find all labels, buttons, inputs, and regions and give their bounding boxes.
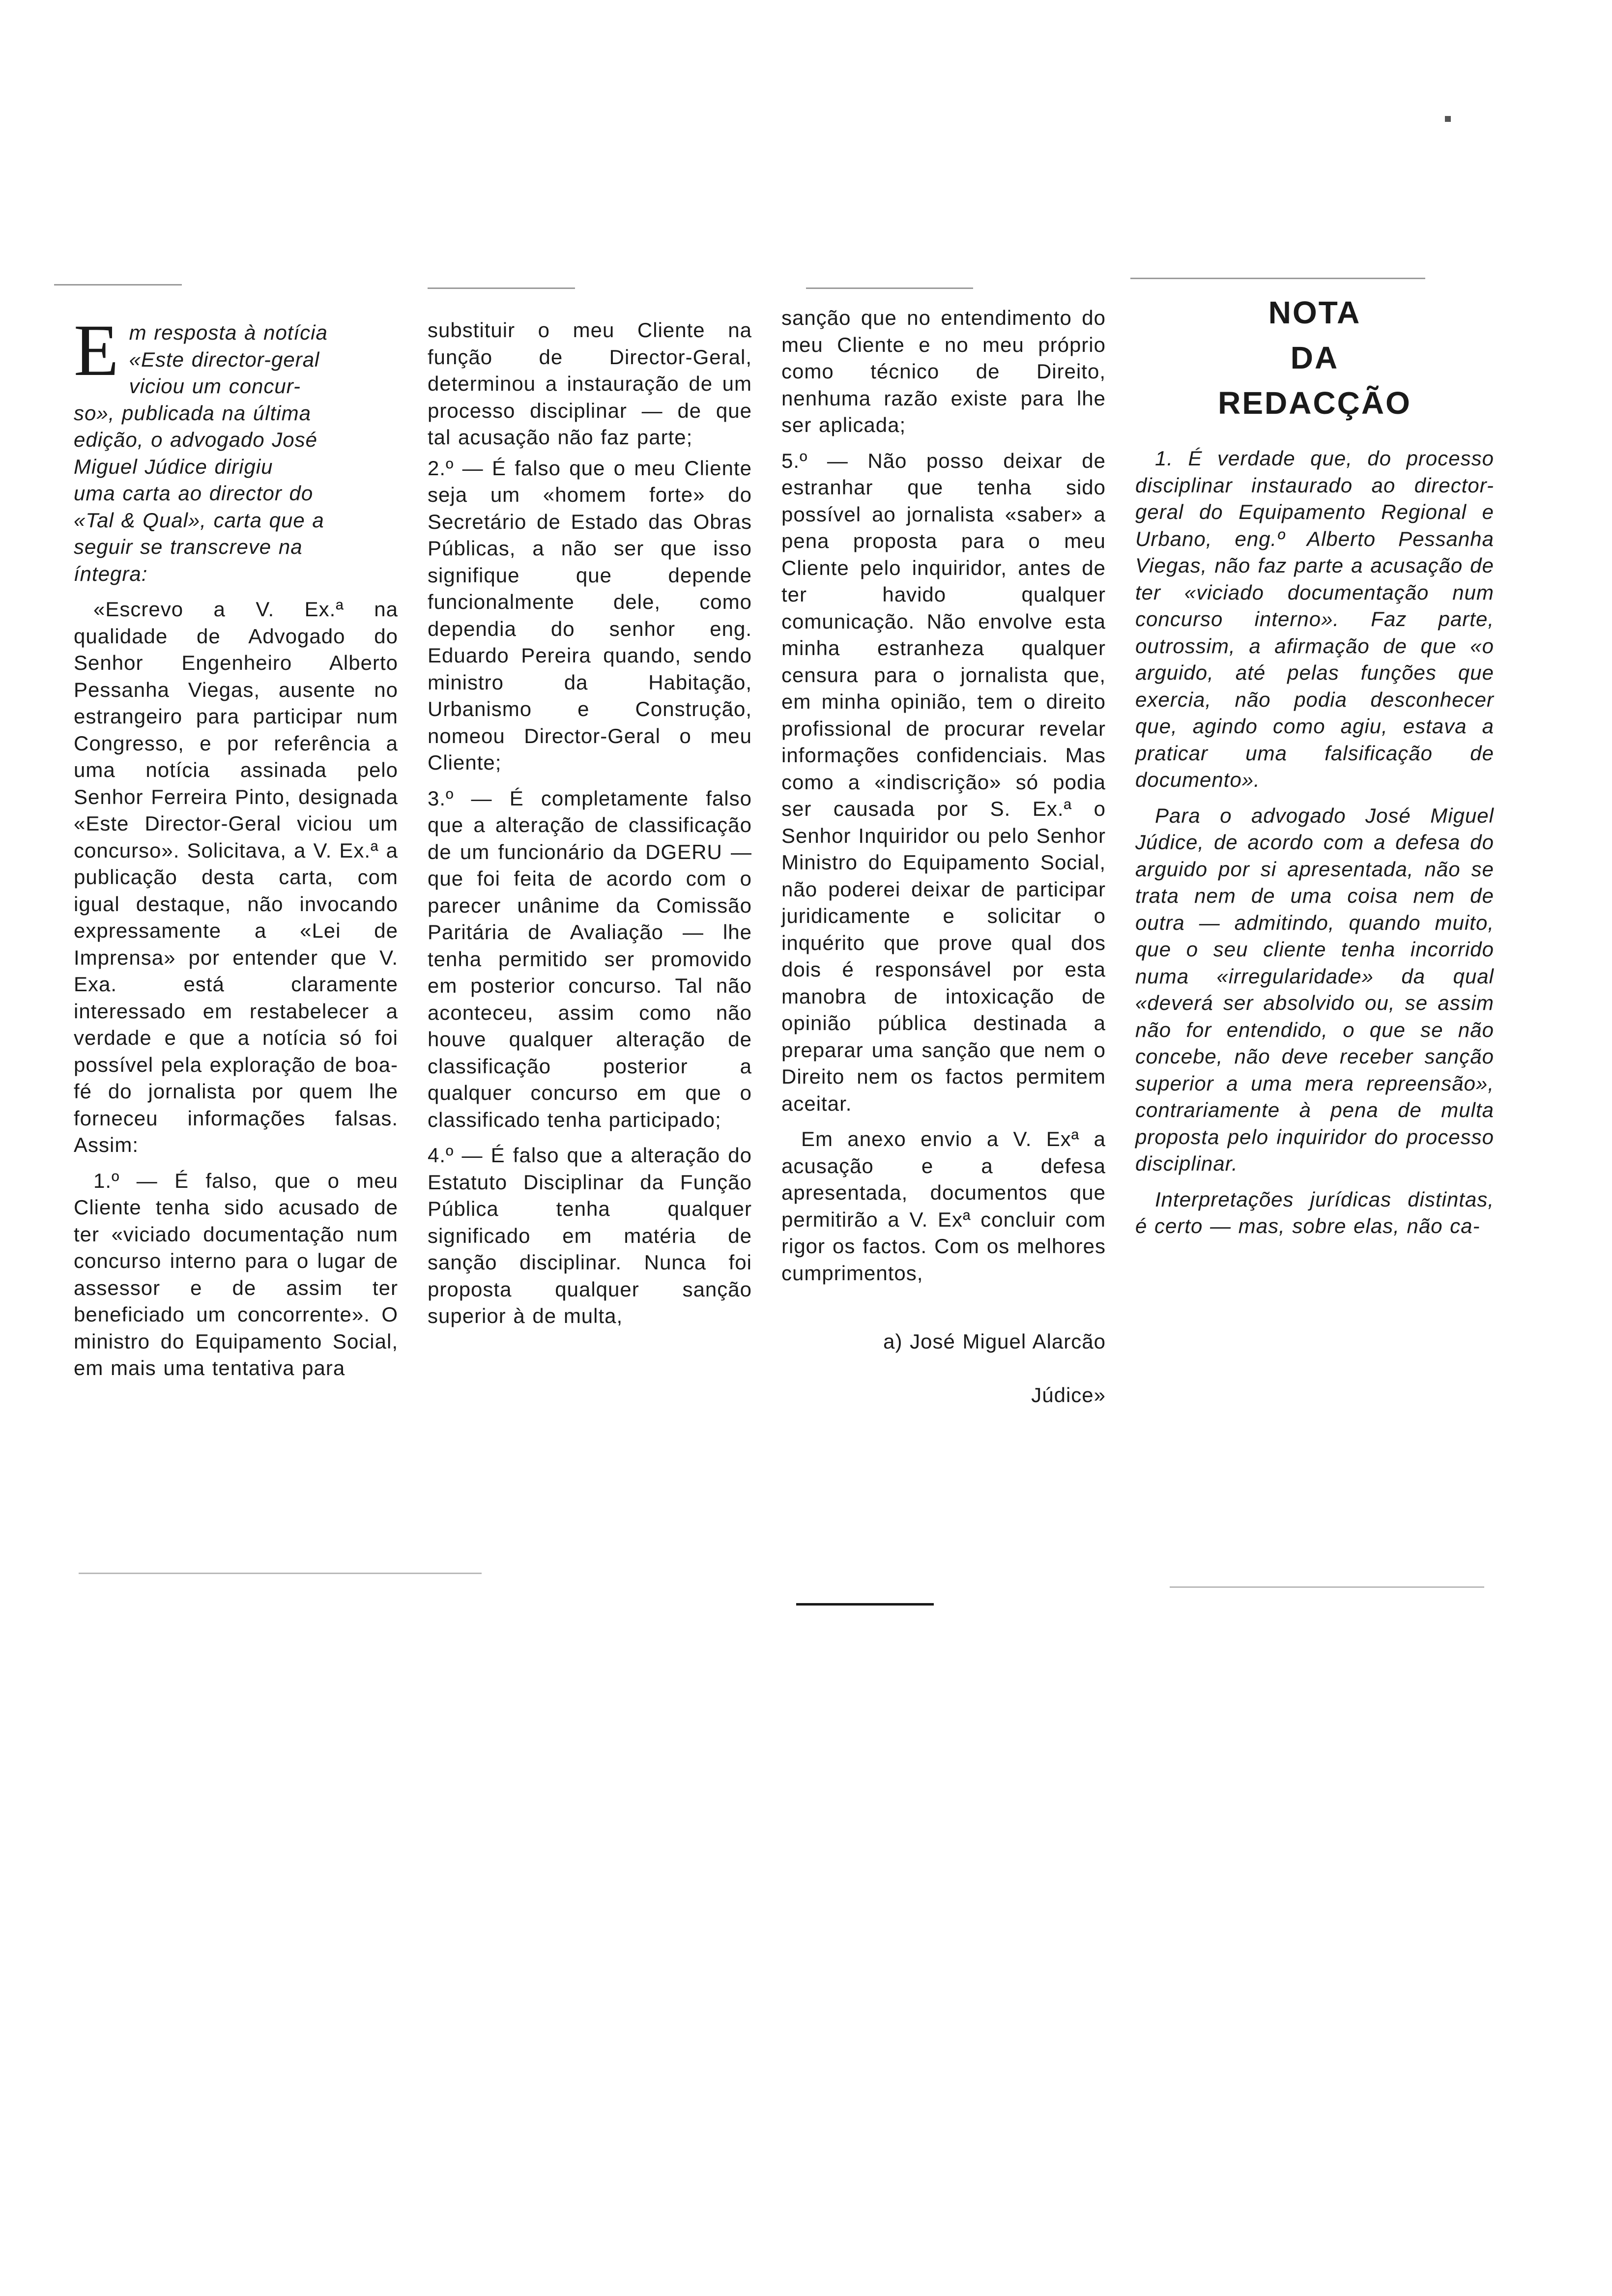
scan-speck (54, 284, 182, 286)
title-line: NOTA (1268, 295, 1361, 330)
article-column-1 (74, 310, 398, 1391)
title-line: DA (1290, 340, 1339, 375)
article-column-2 (428, 317, 752, 1339)
signature-surname: Júdice» (1031, 1383, 1106, 1406)
scan-speck (1445, 116, 1451, 122)
intro-text: m resposta à notícia «Este director-geral viciou um concur- so», publicada na última edição, o advogado José Miguel Júdice dirigiu uma carta ao director do «Tal & Qual», carta que a seguir se transcreve na íntegra: (74, 321, 328, 585)
scan-speck (1130, 278, 1425, 279)
letter-paragraph: sanção que no entendimento do meu Cliente e no meu próprio como técnico de Direito, nenhuma razão existe para lhe ser aplicada; (781, 306, 1106, 436)
column-rule (796, 1603, 934, 1606)
newspaper-clipping (74, 290, 1509, 1602)
letter-paragraph: 3.º — É completamente falso que a alteração de classificação de um funcionário da DGERU — que foi feita de acordo com o parecer unânime da Comissão Paritária de Avaliação — lhe tenha permitido ser promovido em posterior concurso. Tal não aconteceu, assim como não houve qualquer alteração de classificação posterior a qualquer concurso em que o classificado tenha participado; (428, 786, 752, 1131)
title-line: REDACÇÃO (1218, 385, 1411, 421)
letter-paragraph: 1.º — É falso, que o meu Cliente tenha sido acusado de ter «viciado documentação num concurso interno para o lugar de assessor e de assim ter beneficiado um concorrente». O ministro do Equipamento Social, em mais uma tentativa para (74, 1169, 398, 1379)
letter-paragraph: substituir o meu Cliente na função de Director-Geral, determinou a instauração de um processo disciplinar — de que tal acusação não faz parte; (428, 318, 752, 449)
scan-speck (806, 287, 973, 289)
note-paragraph: 1. É verdade que, do processo disciplinar instaurado ao director-geral do Equipamento Regional e Urbano, eng.º Alberto Pessanha Viegas, não faz parte a acusação de ter «viciado documentação num concurso interno». Faz parte, outrossim, a afirmação de que «o arguido, até pelas funções que exercia, não podia desconhecer que, agindo como agiu, estava a praticar uma falsificação de documento». (1135, 447, 1494, 791)
signature (781, 1301, 1106, 1408)
intro-paragraph (74, 310, 398, 587)
signature-name: a) José Miguel Alarcão (883, 1329, 1106, 1353)
note-paragraph: Para o advogado José Miguel Júdice, de acordo com a defesa do arguido por si apresentada, não se trata nem de uma coisa nem de outra — admitindo, quando muito, que o seu cliente tenha incorrido numa «irregularidade» da qual «deverá ser absolvido ou, se assim não for entendido, o que se não concebe, não deve receber sanção superior a uma mera repreensão», contrariamente à pena de multa proposta pelo inquiridor do processo disciplinar. (1135, 804, 1494, 1175)
article-column-3 (781, 305, 1106, 1417)
scan-speck (428, 287, 575, 289)
letter-paragraph: 2.º — É falso que o meu Cliente seja um «homem forte» do Secretário de Estado das Obras Públicas, a não ser que isso signifique que depende funcionalmente dele, como dependia do senhor eng. Eduardo Pereira quando, sendo ministro da Habitação, Urbanismo e Construção, nomeou Director-Geral o meu Cliente; (428, 456, 752, 774)
letter-paragraph: 4.º — É falso que a alteração do Estatuto Disciplinar da Função Pública tenha qualquer significado em matéria de sanção disciplinar. Nunca foi proposta qualquer sanção superior à de multa, (428, 1144, 752, 1327)
editorial-note-title (1135, 290, 1494, 426)
letter-paragraph: «Escrevo a V. Ex.ª na qualidade de Advogado do Senhor Engenheiro Alberto Pessanha Viegas, ausente no estrangeiro para participar num Congresso, e por referência a uma notícia assinada pelo Senhor Ferreira Pinto, designada «Este Director-Geral viciou um concurso». Solicitava, a V. Ex.ª a publicação desta carta, com igual destaque, não invocando expressamente a «Lei de Imprensa» por entender que V. Exa. está claramente interessado em restabelecer a verdade e que a notícia só foi possível pela exploração de boa-fé do jornalista por quem lhe forneceu informações falsas. Assim: (74, 598, 398, 1156)
note-paragraph: Interpretações jurídicas distintas, é certo — mas, sobre elas, não ca- (1135, 1187, 1494, 1237)
drop-cap: E (74, 310, 119, 391)
letter-paragraph: 5.º — Não posso deixar de estranhar que tenha sido possível ao jornalista «saber» a pena proposta para o meu Cliente pelo inquiridor, antes de ter havido qualquer comunicação. Não envolve esta minha estranheza qualquer censura para o jornalista que, em minha opinião, tem o direito profissional de procurar revelar informações confidenciais. Mas como a «indiscrição» só podia ser causada por S. Ex.ª o Senhor Inquiridor ou pelo Senhor Ministro do Equipamento Social, não poderei deixar de participar juridicamente e solicitar o inquérito que prove qual dos dois é responsável por esta manobra de intoxicação de opinião pública destinada a preparar uma sanção que nem o Direito nem os factos permitem aceitar. (781, 449, 1106, 1115)
letter-paragraph: Em anexo envio a V. Exª a acusação e a defesa apresentada, documentos que permitirão a V. Exª concluir com rigor os factos. Com os melhores cumprimentos, (781, 1127, 1106, 1285)
editorial-note (1135, 290, 1494, 1249)
